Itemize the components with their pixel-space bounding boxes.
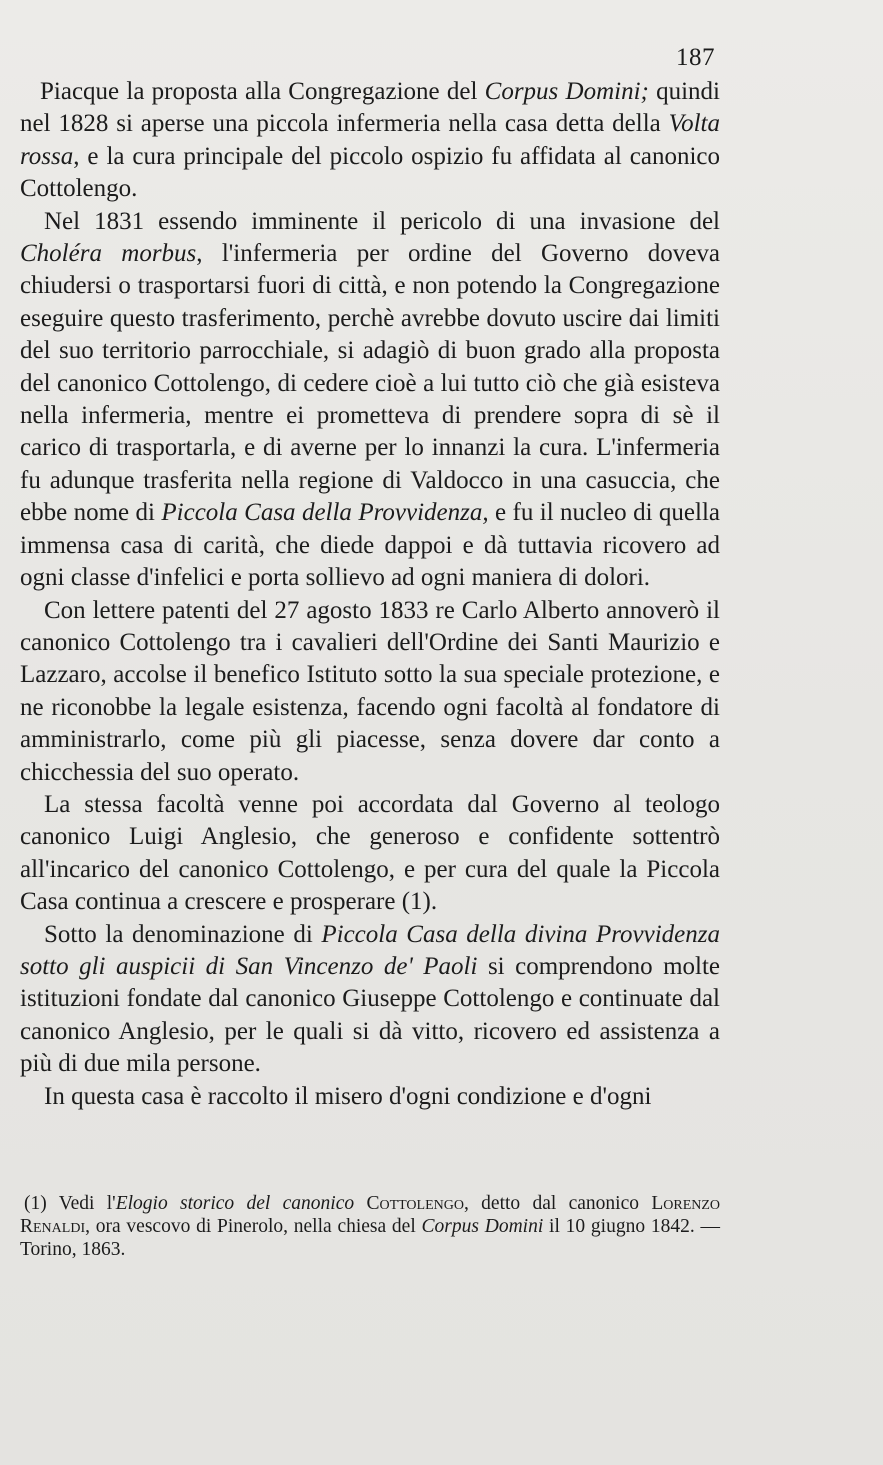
text-run: e fu il nucleo di quella immensa casa di carità, che diede dappoi e dà tuttavia ricovero ad ogni classe d'infelici e porta sollievo ad ogni maniera di dolori. xyxy=(20,499,720,592)
paragraph xyxy=(20,206,720,595)
text-run: Con lettere patenti del 27 agosto 1833 re Carlo Alberto annoverò il canonico Cottolengo tra i cavalieri dell'Ordine dei Santi Maurizio e Lazzaro, accolse il benefico Istituto sotto la sua speciale protezione, e ne riconobbe la legale esistenza, facendo ogni facoltà al fondatore di amministrarlo, come più gli piacesse, senza dovere dar conto a chicchessia del suo operato. xyxy=(20,596,720,786)
text-run: La stessa facoltà venne poi accordata dal Governo al teologo canonico Luigi Anglesio, che generoso e confidente sottentrò all'incarico del canonico Cottolengo, e per cura del quale la Piccola Casa continua a crescere e prosperare (1). xyxy=(20,790,720,916)
footnote xyxy=(20,1192,720,1261)
small-caps-text-run: Lorenzo Renaldi xyxy=(20,1193,721,1237)
text-run: quindi nel 1828 si aperse una piccola infermeria nella casa detta della xyxy=(20,78,720,138)
text-run: il 10 giugno 1842. — Torino, 1863. xyxy=(20,1216,720,1260)
body-text xyxy=(20,76,720,1113)
italic-text-run: Volta rossa xyxy=(20,110,720,170)
small-caps-text-run: Cottolengo xyxy=(366,1193,464,1214)
page-number: 187 xyxy=(676,44,715,71)
italic-text-run: Choléra morbus xyxy=(20,240,197,268)
italic-text-run: Elogio storico del canonico xyxy=(115,1193,355,1214)
text-run xyxy=(354,1193,366,1214)
text-run: Nel 1831 essendo imminente il pericolo di una invasione del xyxy=(44,207,720,235)
paragraph xyxy=(20,595,720,789)
text-run: In questa casa è raccolto il misero d'ogni condizione e d'ogni xyxy=(44,1082,652,1110)
text-run: Sotto la denominazione di xyxy=(44,920,322,948)
italic-text-run: Piccola Casa della divina Provvidenza sotto gli auspicii di San Vincenzo de' Paoli xyxy=(20,920,720,980)
text-run: Piacque la proposta alla Congregazione del xyxy=(40,78,485,105)
paragraph xyxy=(20,919,720,1081)
paragraph xyxy=(20,1081,720,1113)
paragraph xyxy=(20,789,720,919)
italic-text-run: Corpus Domini xyxy=(421,1216,544,1237)
italic-text-run: Piccola Casa della Provvidenza, xyxy=(161,499,489,527)
text-run: , l'infermeria per ordine del Governo doveva chiudersi o trasportarsi fuori di città, e non potendo la Congregazione eseguire questo trasferimento, perchè avrebbe dovuto uscire dai limiti del suo territorio parrocchiale, si adagiò di buon grado alla proposta del canonico Cottolengo, di cedere cioè a lui tutto ciò che già esisteva nella infermeria, mentre ei prometteva di prendere sopra di sè il carico di trasportarla, e di averne per lo innanzi la cura. L'infermeria fu adunque trasferita nella regione di Valdocco in una casuccia, che ebbe nome di xyxy=(20,240,720,527)
paragraph xyxy=(20,76,720,206)
text-run: si comprendono molte istituzioni fondate dal canonico Giuseppe Cottolengo e continuate dal canonico Anglesio, per le quali si dà vitto, ricovero ed assistenza a più di due mila persone. xyxy=(20,952,720,1078)
text-run: , detto dal canonico xyxy=(463,1193,652,1214)
text-run: (1) Vedi l' xyxy=(24,1193,116,1214)
text-run: , ora vescovo di Pinerolo, nella chiesa del xyxy=(85,1216,422,1237)
footnote-text xyxy=(20,1192,720,1261)
text-run: , e la cura principale del piccolo ospizio fu affidata al canonico Cottolengo. xyxy=(20,142,720,203)
italic-text-run: Corpus Domini; xyxy=(484,78,649,105)
